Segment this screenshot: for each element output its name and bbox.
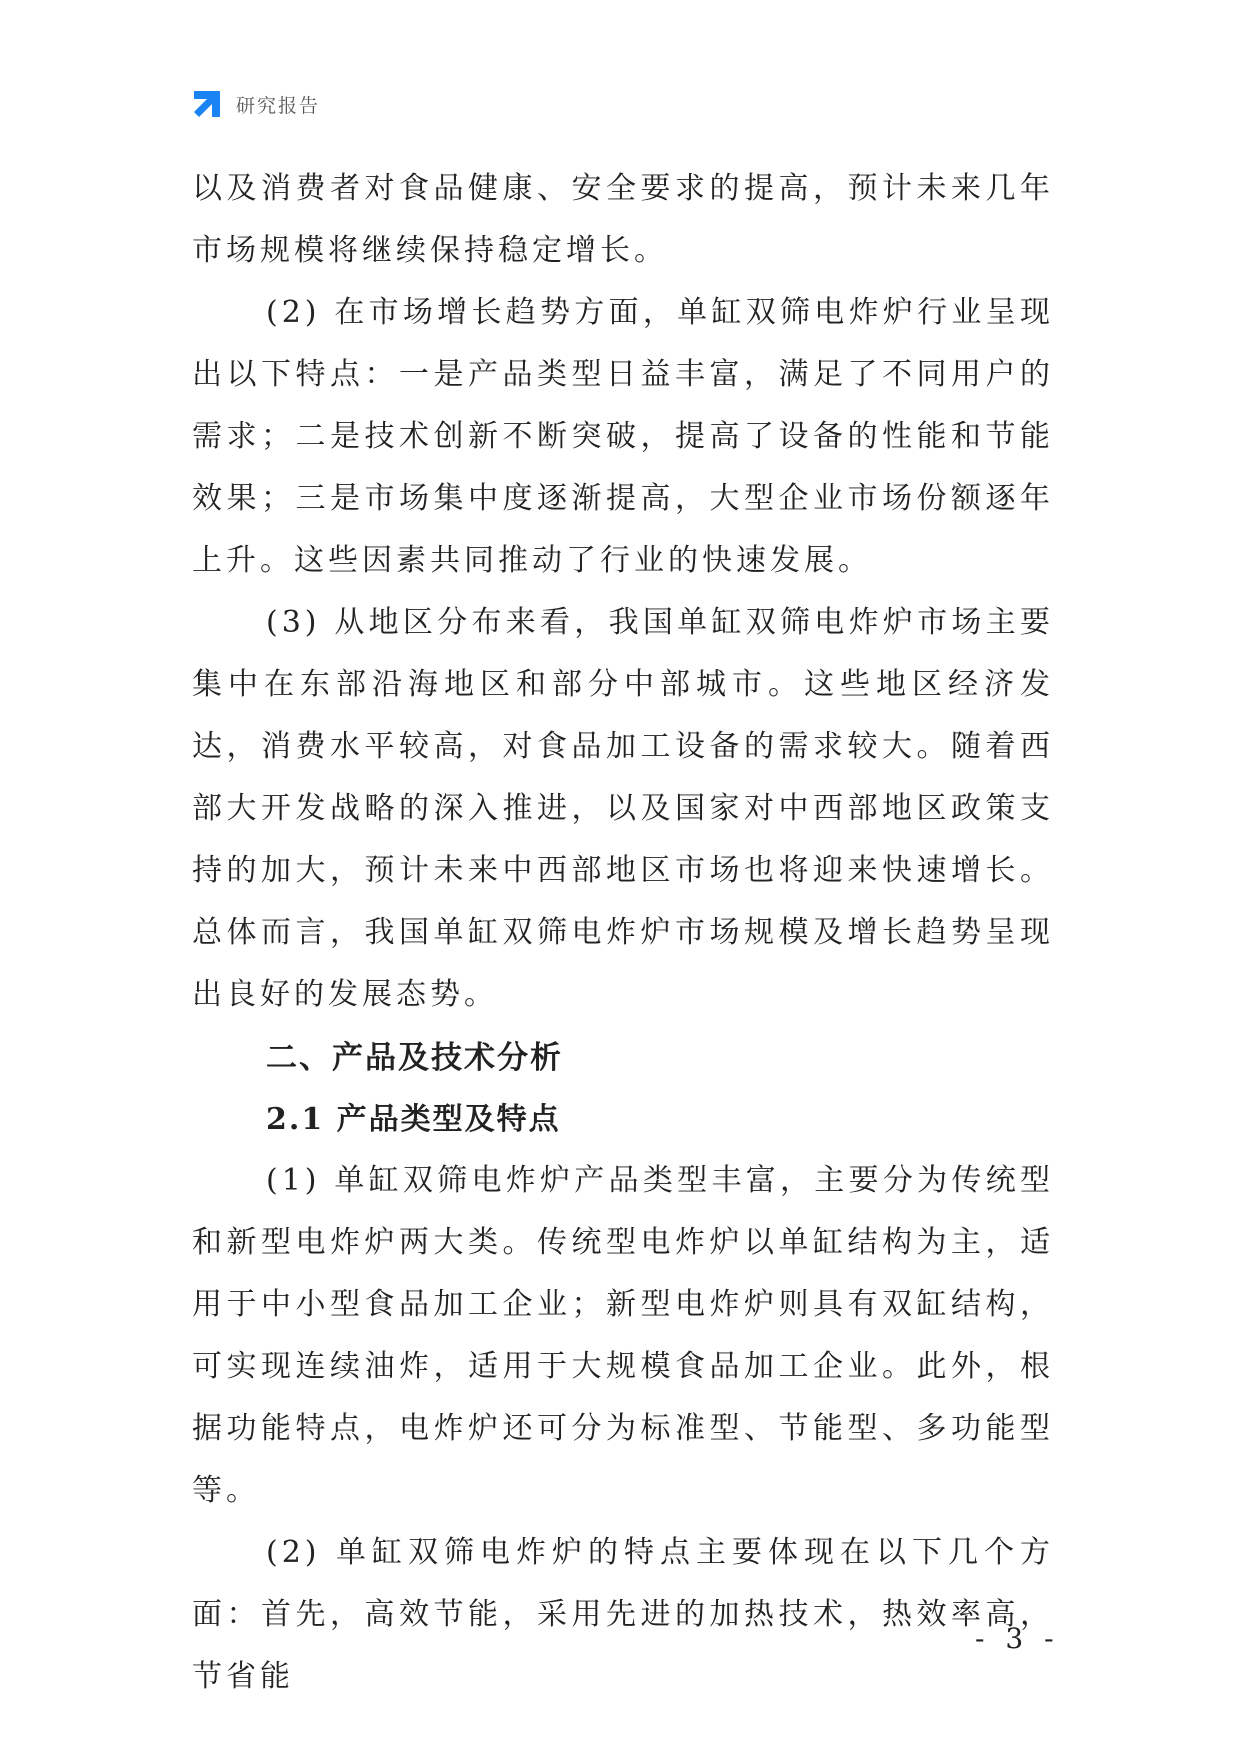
subsection-heading: 2.1 产品类型及特点: [266, 1102, 561, 1137]
document-body: [192, 158, 1054, 1708]
page-header: [190, 86, 320, 122]
header-title: 研究报告: [236, 94, 321, 117]
paragraph-product-features: (2) 单缸双筛电炸炉的特点主要体现在以下几个方面：首先，高效节能，采用先进的加热技术，热效率高，节省能: [192, 1535, 1054, 1694]
paragraph-product-types: (1) 单缸双筛电炸炉产品类型丰富，主要分为传统型和新型电炸炉两大类。传统型电炸炉以单缸结构为主，适用于中小型食品加工企业；新型电炸炉则具有双缸结构，可实现连续油炸，适用于大规模食品加工企业。此外，根据功能特点，电炸炉还可分为标准型、节能型、多功能型等。: [192, 1163, 1054, 1508]
page-number: - 3 -: [975, 1622, 1060, 1655]
paragraph-market-trend: (2) 在市场增长趋势方面，单缸双筛电炸炉行业呈现出以下特点：一是产品类型日益丰富，满足了不同用户的需求；二是技术创新不断突破，提高了设备的性能和节能效果；三是市场集中度逐渐提高，大型企业市场份额逐年上升。这些因素共同推动了行业的快速发展。: [192, 295, 1054, 578]
section-heading: 二、产品及技术分析: [266, 1040, 563, 1076]
arrow-up-right-icon: [190, 87, 224, 121]
paragraph-regional-distribution: (3) 从地区分布来看，我国单缸双筛电炸炉市场主要集中在东部沿海地区和部分中部城市。这些地区经济发达，消费水平较高，对食品加工设备的需求较大。随着西部大开发战略的深入推进，以及国家对中西部地区政策支持的加大，预计未来中西部地区市场也将迎来快速增长。总体而言，我国单缸双筛电炸炉市场规模及增长趋势呈现出良好的发展态势。: [192, 605, 1054, 1012]
paragraph-continuation: 以及消费者对食品健康、安全要求的提高，预计未来几年市场规模将继续保持稳定增长。: [192, 171, 1054, 268]
